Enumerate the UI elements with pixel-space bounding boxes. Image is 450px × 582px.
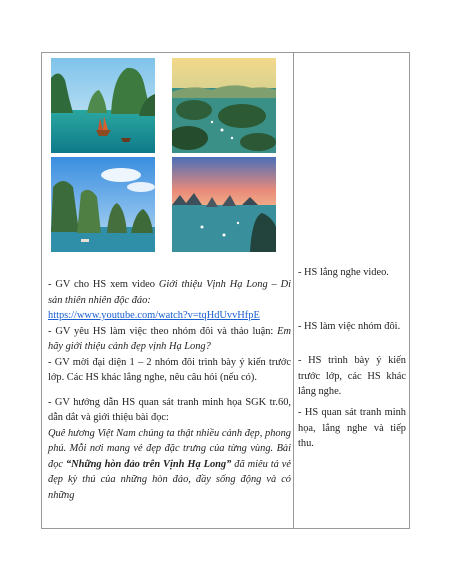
pair-discussion [48,324,291,355]
column-divider [293,53,294,528]
reading-title: “Những hòn đảo trên Vịnh Hạ Long” [65,458,232,470]
teacher-activities [48,277,291,503]
student-response-2 [298,319,406,335]
text: Quê hương Việt Nam chúng ta thật nhiều cảnh đẹp, phong phú. Mỗi nơi mang vẻ đẹp đặc trưng của từng vùng. Bài đọc [48,427,291,470]
text: đã miêu tả vẻ đẹp kỳ thú của những hòn đảo, đầy sống động và có những [48,458,291,501]
text: - HS lắng nghe video. [298,267,389,278]
illustration-guide: - GV hướng dẫn HS quan sát tranh minh họa SGK tr.60, dẫn dắt và giới thiệu bài đọc: [48,396,291,423]
student-response-1 [298,265,406,281]
student-response-4 [298,405,406,452]
lesson-table [41,52,410,529]
text: - HS trình bày ý kiến trước lớp, các HS khác lắng nghe. [298,355,406,397]
ha-long-aerial-photo [172,58,276,153]
text: : [147,294,151,306]
reading-intro [48,426,291,504]
ha-long-cliffs-photo [51,157,155,252]
ha-long-boat-photo [51,58,155,153]
ha-long-sunset-photo [172,157,276,252]
discussion-question: Em hãy giới thiệu cảnh đẹp vịnh Hạ Long? [48,325,291,352]
text: - GV yêu HS làm việc theo nhóm đôi và thảo luận: [48,325,278,337]
text: - HS quan sát tranh minh họa, lắng nghe và tiếp thu. [298,407,406,449]
video-link[interactable]: https://www.youtube.com/watch?v=tqHdUvvHfpE [48,310,260,321]
group-presentation: - GV mời đại diện 1 – 2 nhóm đôi trình bày ý kiến trước lớp. Các HS khác lắng nghe, nêu câu hỏi (nếu có). [48,356,291,383]
video-title: Giới thiệu Vịnh Hạ Long – Di sản thiên nhiên độc đáo [48,279,291,306]
video-instruction [48,277,291,308]
text: - HS làm việc nhóm đôi. [298,321,401,332]
text: - GV cho HS xem video [48,279,159,290]
student-response-3 [298,353,406,400]
